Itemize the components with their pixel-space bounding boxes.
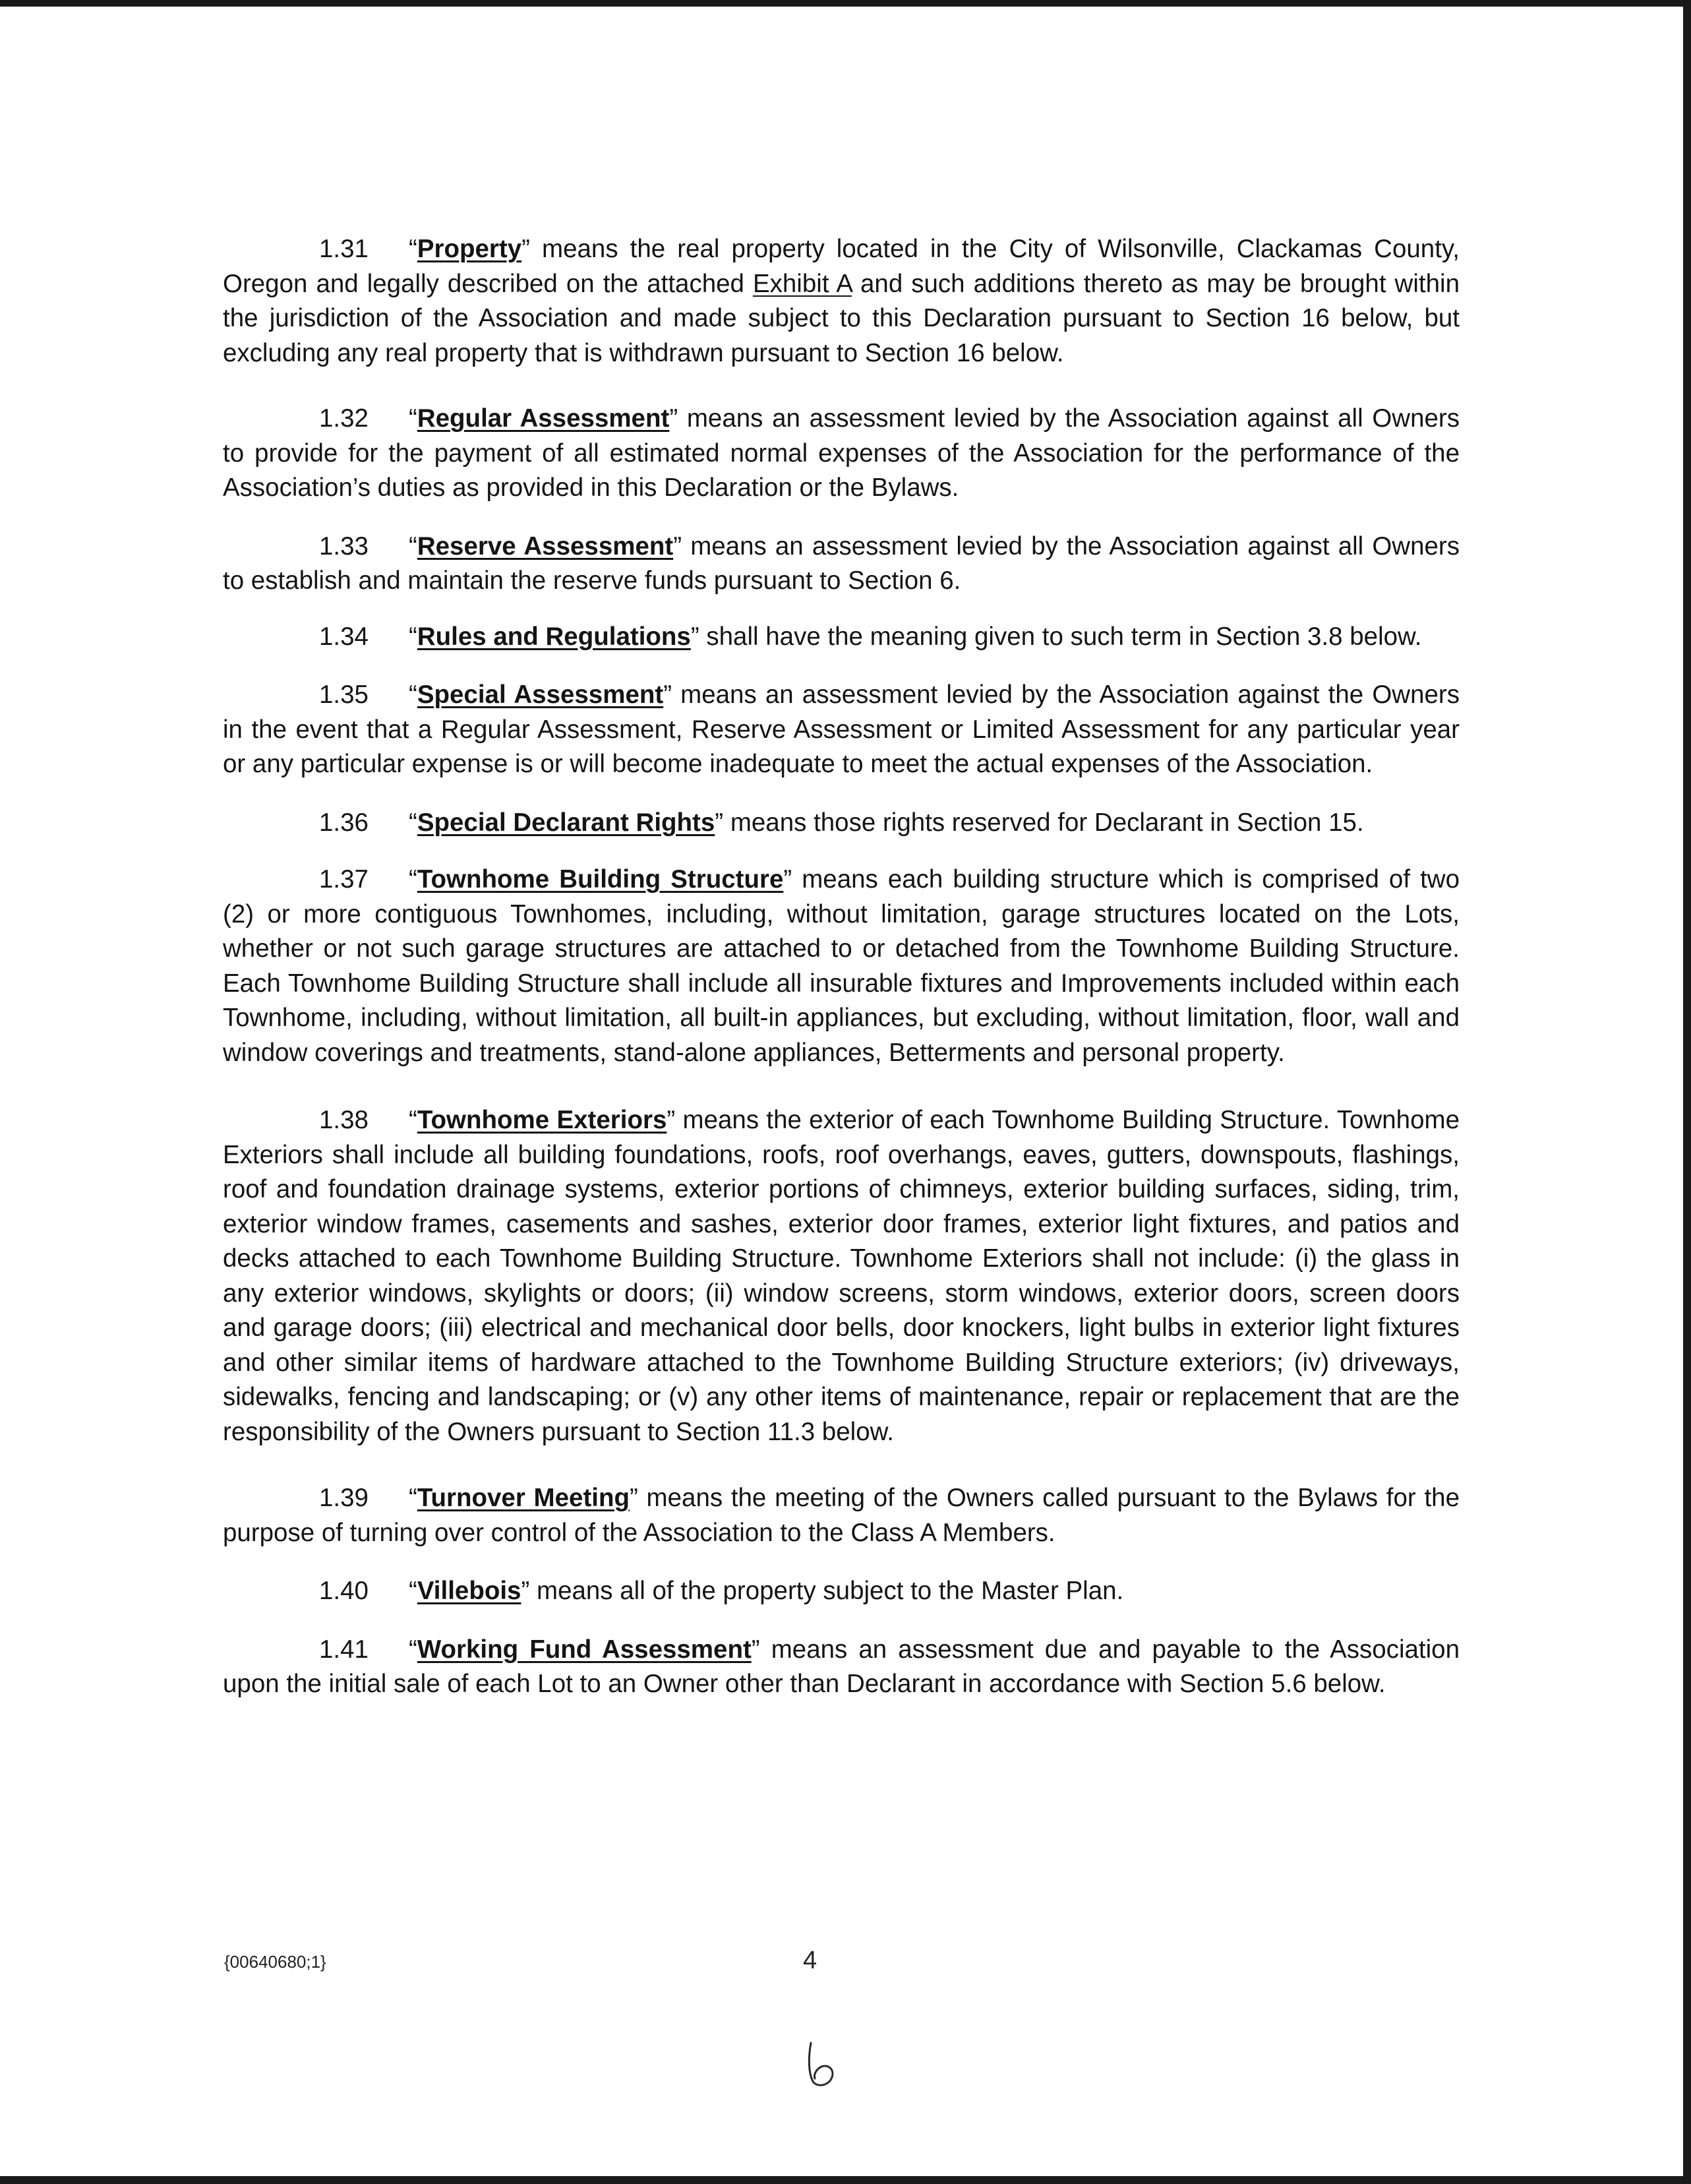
defined-term: Property (417, 235, 522, 263)
definition-text: means an assessment levied by the Association against all Owners to establish and maintain the reserve funds pursuant to Section 6. (223, 531, 1460, 595)
definition-townhome-building-structure: 1.37 “Townhome Building Structure” means each building structure which is comprised of two (2) or more contiguous Townhomes, including, without limitation, garage structures located on the Lots, whether or not such garage structures are attached to or detached from the Townhome Building Structure. Each Townhome Building Structure shall include all insurable fixtures and Improvements included within each Townhome, including, without limitation, all built-in appliances, but excluding, without limitation, floor, wall and window coverings and treatments, stand-alone appliances, Betterments and personal property. (223, 863, 1460, 1070)
definition-number: 1.35 (319, 681, 369, 709)
definition-number: 1.33 (319, 531, 369, 561)
defined-term: Special Assessment (417, 681, 664, 709)
definition-text: means the exterior of each Townhome Building Structure. Townhome Exteriors shall include all building foundations, roofs, roof overhangs, eaves, gutters, downspouts, flashings, roof and foundation drainage systems, exterior portions of chimneys, exterior building surfaces, siding, trim, exterior window frames, casements and sashes, exterior door frames, exterior light fixtures, and patios and decks attached to each Townhome Building Structure. Townhome Exteriors shall not include: (i) the glass in any exterior windows, skylights or doors; (ii) window screens, storm windows, exterior doors, screen doors and garage doors; (iii) electrical and mechanical door bells, door knockers, light bulbs in exterior light fixtures and other similar items of hardware attached to the Townhome Building Structure exteriors; (iv) driveways, sidewalks, fencing and landscaping; or (v) any other items of maintenance, repair or replacement that are the responsibility of the Owners pursuant to Section 11.3 below. (223, 1106, 1460, 1446)
definition-text: shall have the meaning given to such term in Section 3.8 below. (699, 622, 1422, 651)
definition-number: 1.32 (319, 404, 369, 433)
defined-term: Villebois (417, 1577, 521, 1605)
definition-text: means an assessment levied by the Association against the Owners in the event that a Regular Assessment, Reserve Assessment or Limited Assessment for any particular year or any particular expense is or will become inadequate to meet the actual expenses of the Association. (223, 681, 1460, 778)
defined-term: Turnover Meeting (417, 1484, 630, 1512)
scan-border-top (0, 0, 1691, 7)
definition-text: means the real property located in the City of Wilsonville, Clackamas County, Oregon and legally described on the attached (223, 235, 1460, 298)
definition-text: means each building structure which is comprised of two (2) or more contiguous Townhomes, including, without limitation, garage structures located on the Lots, whether or not such garage structures are attached to or detached from the Townhome Building Structure. Each Townhome Building Structure shall include all insurable fixtures and Improvements included within each Townhome, including, without limitation, all built-in appliances, but excluding, without limitation, floor, wall and window coverings and treatments, stand-alone appliances, Betterments and personal property. (223, 865, 1460, 1067)
definition-number: 1.41 (319, 1635, 369, 1664)
definition-townhome-exteriors: 1.38 “Townhome Exteriors” means the exterior of each Townhome Building Structure. Townhome Exteriors shall include all building foundations, roofs, roof overhangs, eaves, gutters, downspouts, flashings, roof and foundation drainage systems, exterior portions of chimneys, exterior building surfaces, siding, trim, exterior window frames, casements and sashes, exterior door frames, exterior light fixtures, and patios and decks attached to each Townhome Building Structure. Townhome Exteriors shall not include: (i) the glass in any exterior windows, skylights or doors; (ii) window screens, storm windows, exterior doors, screen doors and garage doors; (iii) electrical and mechanical door bells, door knockers, light bulbs in exterior light fixtures and other similar items of hardware attached to the Townhome Building Structure exteriors; (iv) driveways, sidewalks, fencing and landscaping; or (v) any other items of maintenance, repair or replacement that are the responsibility of the Owners pursuant to Section 11.3 below. (223, 1103, 1460, 1449)
document-body (223, 232, 1460, 1702)
defined-term: Townhome Exteriors (417, 1106, 667, 1134)
defined-term: Working Fund Assessment (417, 1635, 752, 1664)
defined-term: Reserve Assessment (417, 531, 674, 561)
definition-text: means all of the property subject to the Master Plan. (529, 1577, 1124, 1605)
scan-border-bottom (0, 2176, 1691, 2184)
definition-text: means an assessment levied by the Association against all Owners to provide for the payment of all estimated normal expenses of the Association for the performance of the Association’s duties as provided in this Declaration or the Bylaws. (223, 404, 1460, 502)
defined-term: Regular Assessment (417, 404, 670, 433)
definition-text: means those rights reserved for Declarant in Section 15. (723, 808, 1364, 837)
definition-working-fund-assessment: 1.41 “Working Fund Assessment” means an assessment due and payable to the Association upon the initial sale of each Lot to an Owner other than Declarant in accordance with Section 5.6 below. (223, 1633, 1460, 1702)
definition-reserve-assessment: 1.33 “Reserve Assessment” means an assessment levied by the Association against all Owners to establish and maintain the reserve funds pursuant to Section 6. (223, 530, 1460, 599)
definition-text: means the meeting of the Owners called pursuant to the Bylaws for the purpose of turning over control of the Association to the Class A Members. (223, 1484, 1460, 1547)
defined-term: Rules and Regulations (417, 622, 691, 651)
defined-term: Special Declarant Rights (417, 808, 715, 837)
page-number: 4 (803, 1947, 817, 1974)
definition-regular-assessment: 1.32 “Regular Assessment” means an assessment levied by the Association against all Owners to provide for the payment of all estimated normal expenses of the Association for the performance of the Association’s duties as provided in this Declaration or the Bylaws. (223, 402, 1460, 506)
handwritten-page-mark (803, 2038, 843, 2090)
definition-special-assessment: 1.35 “Special Assessment” means an assessment levied by the Association against the Owners in the event that a Regular Assessment, Reserve Assessment or Limited Assessment for any particular year or any particular expense is or will become inadequate to meet the actual expenses of the Association. (223, 678, 1460, 782)
definition-special-declarant-rights: 1.36 “Special Declarant Rights” means those rights reserved for Declarant in Section 15. (223, 806, 1460, 841)
exhibit-reference: Exhibit A (752, 269, 852, 298)
definition-number: 1.39 (319, 1484, 369, 1512)
definition-number: 1.38 (319, 1106, 369, 1134)
scan-border-right (1683, 0, 1691, 2184)
definition-number: 1.31 (319, 235, 369, 263)
definition-number: 1.40 (319, 1577, 369, 1605)
definition-rules-and-regulations: 1.34 “Rules and Regulations” shall have the meaning given to such term in Section 3.8 below. (223, 620, 1460, 655)
definition-text: means an assessment due and payable to the Association upon the initial sale of each Lot to an Owner other than Declarant in accordance with Section 5.6 below. (223, 1635, 1460, 1698)
definition-number: 1.37 (319, 865, 369, 894)
definition-turnover-meeting: 1.39 “Turnover Meeting” means the meeting of the Owners called pursuant to the Bylaws for the purpose of turning over control of the Association to the Class A Members. (223, 1481, 1460, 1550)
definition-villebois: 1.40 “Villebois” means all of the property subject to the Master Plan. (223, 1574, 1460, 1609)
definition-number: 1.34 (319, 622, 369, 651)
definition-property: 1.31 “Property” means the real property located in the City of Wilsonville, Clackamas County, Oregon and legally described on the attached Exhibit A and such additions thereto as may be brought within the jurisdiction of the Association and made subject to this Declaration pursuant to Section 16 below, but excluding any real property that is withdrawn pursuant to Section 16 below. (223, 232, 1460, 371)
definition-text: and such additions thereto as may be brought within the jurisdiction of the Association and made subject to this Declaration pursuant to Section 16 below, but excluding any real property that is withdrawn pursuant to Section 16 below. (223, 269, 1460, 367)
definition-number: 1.36 (319, 808, 369, 837)
defined-term: Townhome Building Structure (417, 865, 784, 894)
document-code: {00640680;1} (224, 1952, 326, 1972)
